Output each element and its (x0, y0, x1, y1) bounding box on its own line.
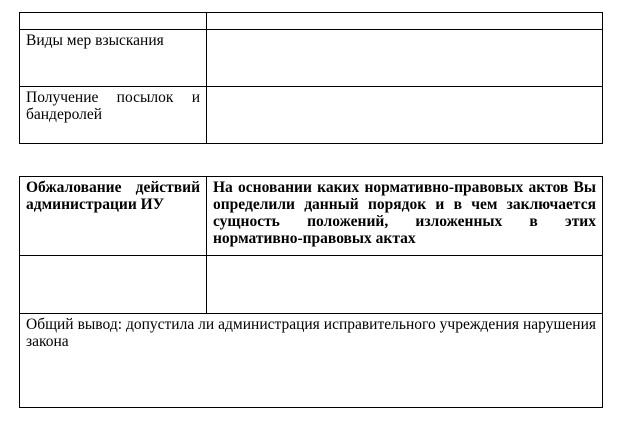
legal-basis-header: На основании каких нормативно-правовых актов Вы определили данный порядок и в чем заключается сущность положений, изложенных в этих нормативно-правовых актах (213, 179, 596, 247)
row-label: Получение посылок и бандеролей (26, 89, 200, 123)
appeal-value (20, 256, 206, 258)
table-header-cell (20, 177, 207, 256)
table-cell (20, 87, 207, 144)
table-row (20, 13, 603, 30)
table-row (20, 30, 603, 87)
legal-basis-value (207, 256, 602, 258)
table-header-cell (207, 177, 603, 256)
table-cell (207, 30, 603, 87)
table-row (20, 87, 603, 144)
table-header-row (20, 177, 603, 256)
table-cell (20, 30, 207, 87)
appeal-header: Обжалование действий администрации ИУ (26, 179, 200, 213)
conclusion-cell (20, 314, 603, 408)
table-cell (207, 87, 603, 144)
row-value (207, 13, 602, 15)
row-label (20, 13, 206, 15)
appeal-table (19, 176, 603, 408)
table-row (20, 256, 603, 314)
table-cell (207, 13, 603, 30)
table-cell (207, 256, 603, 314)
table-cell (20, 256, 207, 314)
table-row (20, 314, 603, 408)
row-value (207, 87, 602, 89)
measures-table (19, 12, 603, 144)
row-value (207, 30, 602, 32)
row-label: Виды мер взыскания (26, 32, 164, 49)
table-cell (20, 13, 207, 30)
conclusion-text: Общий вывод: допустила ли администрация исправительного учреждения нарушения закона (26, 316, 596, 350)
